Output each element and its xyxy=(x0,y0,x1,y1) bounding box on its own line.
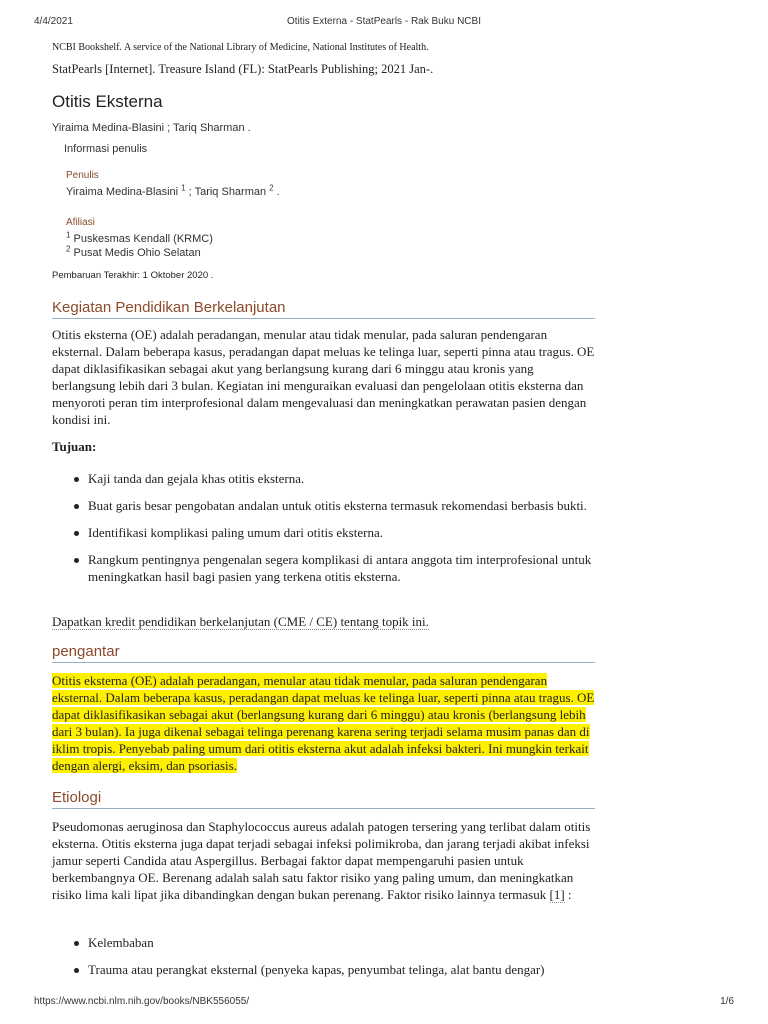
list-item: Trauma atau perangkat eksternal (penyeka kapas, penyumbat telinga, alat bantu dengar) xyxy=(52,961,597,978)
list-item: Kaji tanda dan gejala khas otitis eksterna. xyxy=(52,470,597,487)
intro-paragraph xyxy=(52,672,597,774)
last-update: Pembaruan Terakhir: 1 Oktober 2020 . xyxy=(52,270,214,281)
etiology-paragraph xyxy=(52,818,597,903)
bookshelf-line: NCBI Bookshelf. A service of the National Library of Medicine, National Institutes of Health. xyxy=(52,42,429,53)
affiliation-1-sup: 1 xyxy=(66,230,71,240)
etiology-text: Pseudomonas aeruginosa dan Staphylococcus aureus adalah patogen tersering yang terlibat dalam otitis eksterna. Otitis eksterna juga dapat terjadi sebagai infeksi polimikroba, dan jarang terjadi akibat infeksi jamur seperti Candida atau Aspergillus. Berbagai faktor dapat mempengaruhi pasien untuk berkembangnya OE. Berenang adalah salah satu faktor risiko yang paling umum, dan meningkatkan risiko lima kali lipat jika dibandingkan dengan bukan perenang. Faktor risiko lainnya termasuk xyxy=(52,819,591,902)
affiliation-1 xyxy=(66,230,213,245)
objectives-label: Tujuan: xyxy=(52,439,97,454)
writer-1-sup: 1 xyxy=(181,183,186,193)
writers-heading: Penulis xyxy=(66,170,99,181)
highlighted-text: Otitis eksterna (OE) adalah peradangan, menular atau tidak menular, pada saluran pendengaran eksternal. Dalam beberapa kasus, peradangan dapat meluas ke telinga luar, seperti pinna atau tragus. OE dapat diklasifikasikan sebagai akut (berlangsung kurang dari 6 minggu) atau kronis (berlangsung lebih dari 3 bulan). Ia juga dikenal sebagai telinga perenang karena sering terjadi selama musim panas dan di iklim tropis. Penyebab paling umum dari otitis eksterna akut adalah infeksi bakteri. Ini mungkin terkait dengan alergi, eksim, dan psoriasis. xyxy=(52,673,595,773)
print-footer xyxy=(34,996,734,1010)
authors-line: Yiraima Medina-Blasini ; Tariq Sharman . xyxy=(52,122,251,134)
citation-line: StatPearls [Internet]. Treasure Island (FL): StatPearls Publishing; 2021 Jan-. xyxy=(52,62,434,76)
affiliation-2 xyxy=(66,244,201,259)
list-item: Kelembaban xyxy=(52,934,597,951)
cme-credit-link[interactable]: Dapatkan kredit pendidikan berkelanjutan (CME / CE) tentang topik ini. xyxy=(52,614,429,629)
list-item: Buat garis besar pengobatan andalan untuk otitis eksterna termasuk rekomendasi berbasis bukti. xyxy=(52,497,597,514)
affiliation-2-sup: 2 xyxy=(66,244,71,254)
cme-paragraph: Otitis eksterna (OE) adalah peradangan, menular atau tidak menular, pada saluran pendengaran eksternal. Dalam beberapa kasus, peradangan dapat meluas ke telinga luar, seperti pinna atau tragus. OE dapat diklasifikasikan sebagai akut yang berlangsung kurang dari 6 minggu atau kronis yang berlangsung lebih dari 3 bulan. Kegiatan ini menguraikan evaluasi dan pengelolaan otitis eksterna dan menyoroti peran tim interprofesional dalam mengevaluasi dan meningkatkan perawatan pasien dengan kondisi ini. xyxy=(52,327,595,427)
list-item: Identifikasi komplikasi paling umum dari otitis eksterna. xyxy=(52,524,597,541)
print-header xyxy=(34,16,734,30)
author-info-toggle[interactable]: Informasi penulis xyxy=(64,143,148,155)
page-number: 1/6 xyxy=(720,996,734,1007)
reference-link[interactable]: [1] xyxy=(549,887,565,902)
affiliation-1-text: Puskesmas Kendall (KRMC) xyxy=(70,233,213,245)
writer-1[interactable]: Yiraima Medina-Blasini xyxy=(66,186,179,198)
affiliation-2-text: Pusat Medis Ohio Selatan xyxy=(70,247,201,259)
print-url: https://www.ncbi.nlm.nih.gov/books/NBK556055/ xyxy=(34,996,250,1007)
print-date: 4/4/2021 xyxy=(34,16,73,27)
affiliation-heading: Afiliasi xyxy=(66,217,95,228)
list-item: Rangkum pentingnya pengenalan segera komplikasi di antara anggota tim interprofesional untuk meningkatkan hasil bagi pasien yang terkena otitis eksterna. xyxy=(52,551,597,585)
page-title: Otitis Eksterna xyxy=(52,92,163,111)
risk-factor-list xyxy=(52,934,597,978)
section-heading-cme: Kegiatan Pendidikan Berkelanjutan xyxy=(52,299,595,319)
objectives-list xyxy=(52,470,597,585)
section-heading-intro: pengantar xyxy=(52,643,595,663)
print-title: Otitis Externa - StatPearls - Rak Buku NCBI xyxy=(287,16,481,27)
writer-separator[interactable]: ; Tariq Sharman xyxy=(185,186,270,198)
etiology-text-end: : xyxy=(564,887,572,902)
writers-line xyxy=(66,183,280,198)
cme-credit-line xyxy=(52,613,597,630)
writer-2-sup: 2 xyxy=(269,183,274,193)
writer-end: . xyxy=(273,186,280,198)
section-heading-etiology: Etiologi xyxy=(52,789,595,809)
